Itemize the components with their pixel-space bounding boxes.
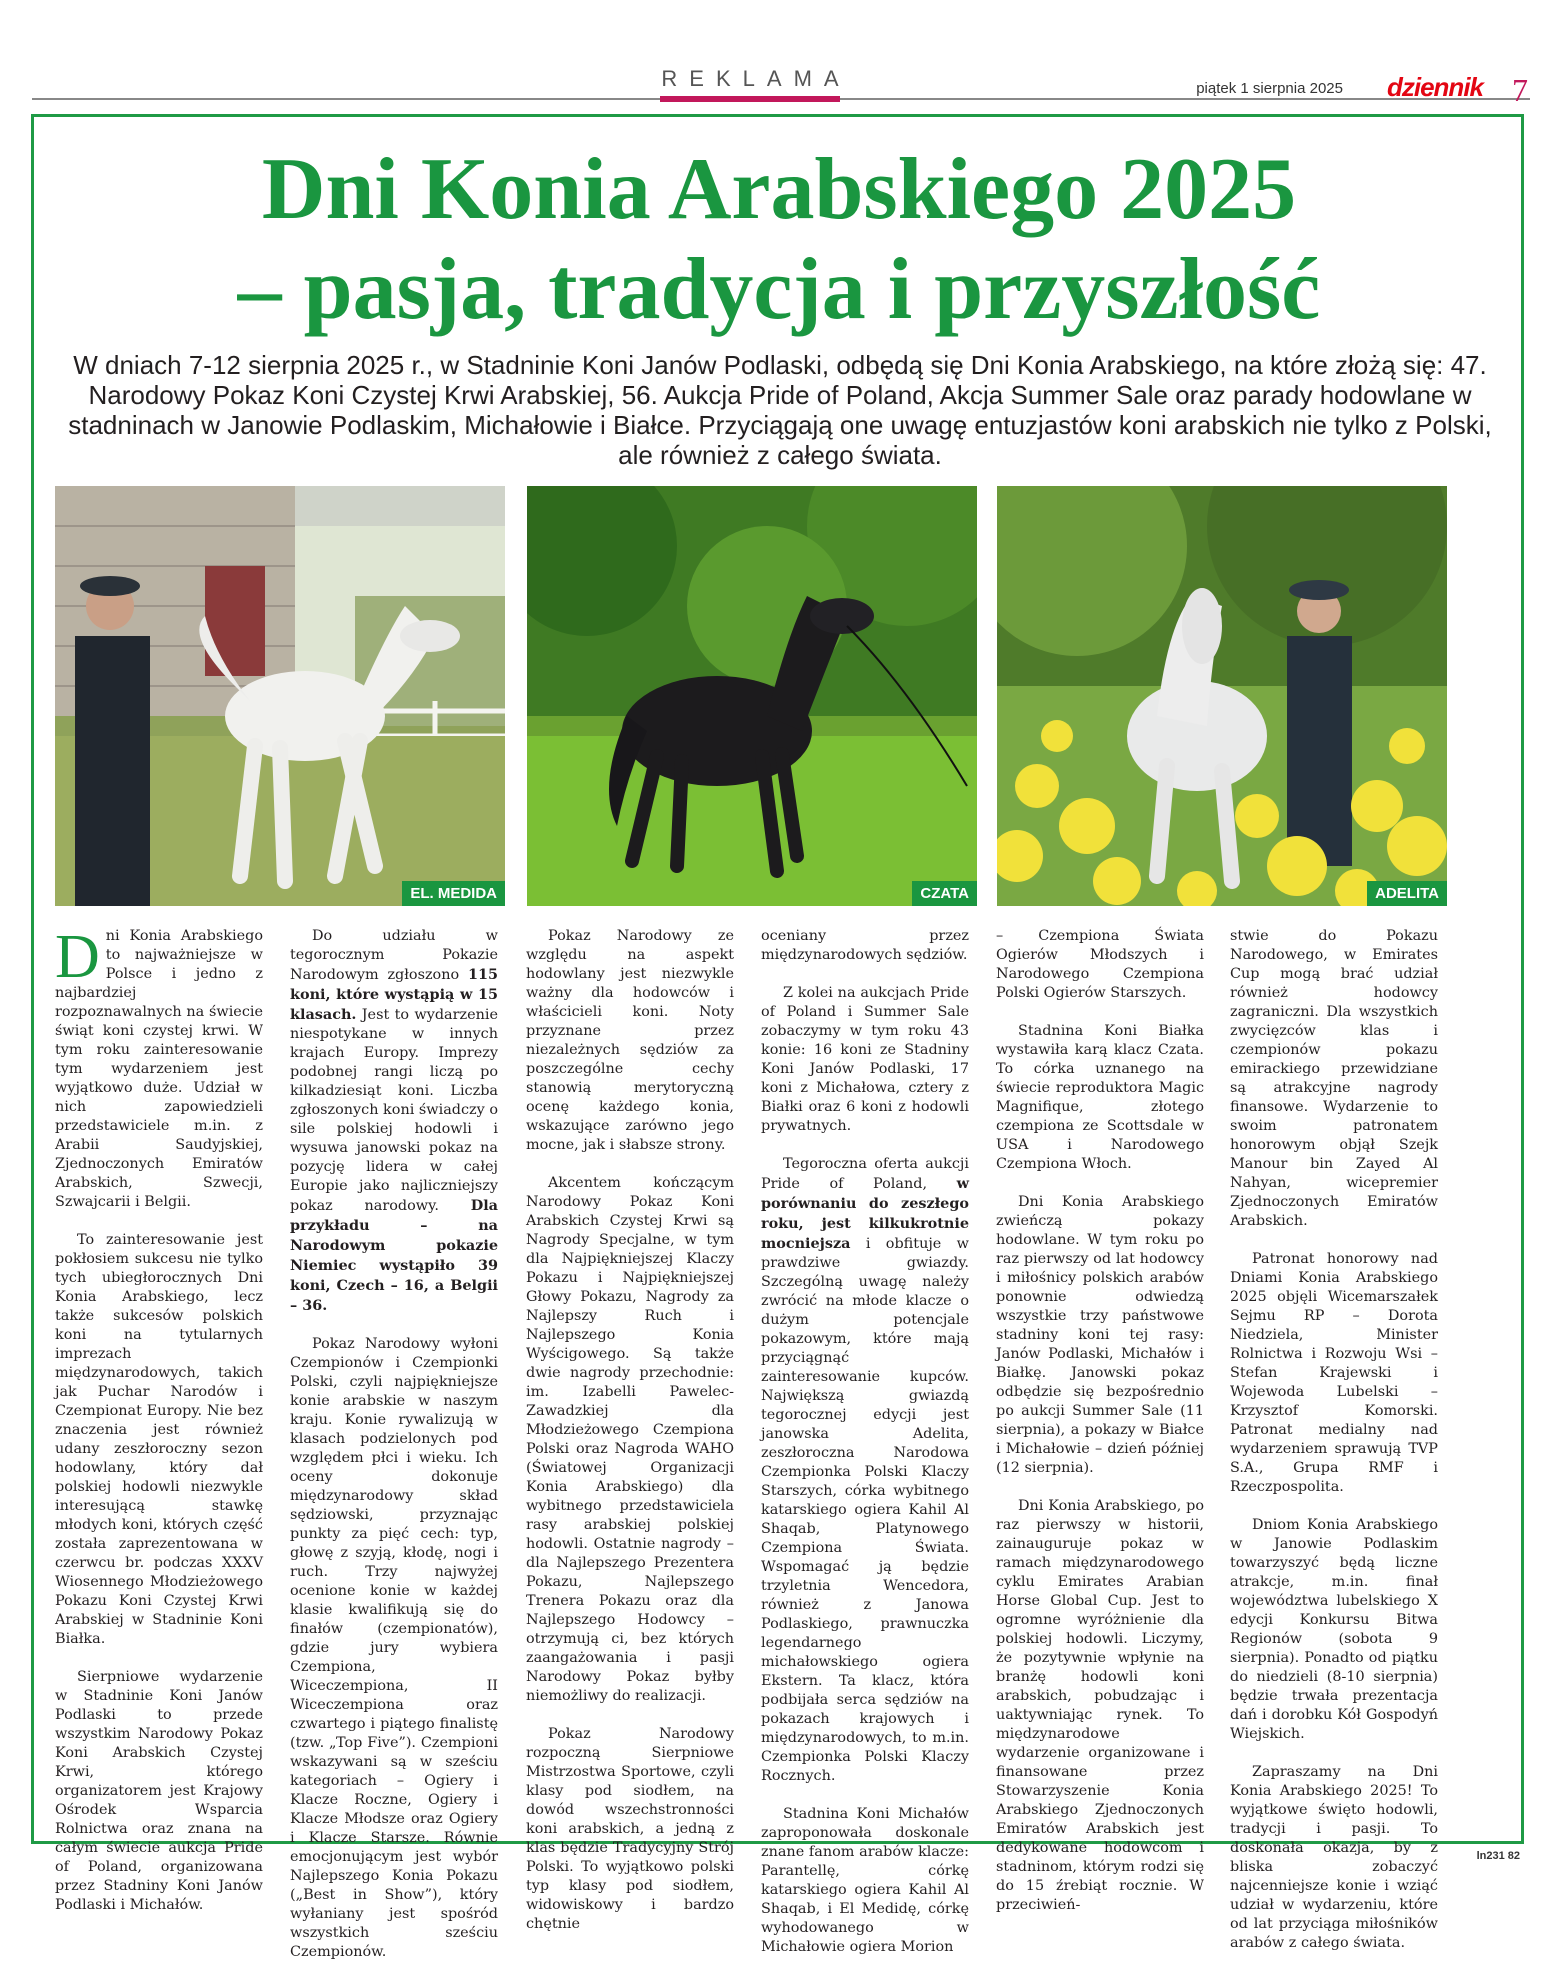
paragraph: Sierpniowe wydarzenie w Stadninie Koni Janów Podlaski to przede wszystkim Narodowy Pokaz Koni Arabskich Czystej Krwi, którego organizatorem jest Krajowy Ośrodek Wsparcia Rolnictwa oraz znana na całym świecie aukcja Pride of Poland, organizowana przez Stadniny Koni Janów Podlaski i Michałów. bbox=[55, 1669, 263, 1913]
issue-date: piątek 1 sierpnia 2025 bbox=[1196, 80, 1343, 97]
text-run: Jest to wydarzenie niespotykane w innych krajach Europy. Imprezy podobnej rangi liczą po kilkadziesiąt koni. Liczba zgłoszonych koni świadczy o sile polskiej hodowli i wysuwa janowski pokaz na pozycję lidera w całej Europie jako najliczniejszy pokaz narodowy. bbox=[290, 1007, 498, 1214]
article-column-6 bbox=[1230, 927, 1438, 1972]
text-run-bold: Dla przykładu – na Narodowym pokazie Niemiec wystąpiło 39 koni, Czech – 16, a Belgii – 36. bbox=[290, 1197, 498, 1314]
paragraph: Dni Konia Arabskiego zwieńczą pokazy hodowlane. W tym roku po raz pierwszy od lat hodowcy i miłośnicy polskich arabów ponownie odwiedzą wszystkie trzy państwowe stadniny koni tej rasy: Janów Podlaski, Michałów i Białkę. Janowski pokaz odbędzie się bezpośrednio po aukcji Summer Sale (11 sierpnia), a pokazy w Białce i Michałowie – dzień później (12 sierpnia). bbox=[996, 1194, 1204, 1476]
article-column-1 bbox=[55, 923, 263, 1934]
paragraph: – Czempiona Świata Ogierów Młodszych i Narodowego Czempiona Polski Ogierów Starszych. bbox=[996, 928, 1204, 1001]
paragraph: Stadnina Koni Białka wystawiła karą klacz Czata. To córka uznanego na świecie reproduktora Magic Magnifique, złotego czempiona ze Scottsdale w USA i Narodowego Czempiona Włoch. bbox=[996, 1023, 1204, 1172]
article-column-2 bbox=[290, 927, 498, 1981]
text-run: Tegoroczna oferta aukcji Pride of Poland, bbox=[761, 1156, 969, 1192]
paragraph: Dni Konia Arabskiego, po raz pierwszy w historii, zainauguruje pokaz w ramach międzynarodowego cyklu Emirates Arabian Horse Global Cup. Jest to ogromne wyróżnienie dla polskiej hodowli. Liczymy, że pozytywnie wpłynie na branżę hodowli koni arabskich, pobudzając i uaktywniając rynek. To międzynarodowe wydarzenie organizowane i finansowane przez Stowarzyszenie Konia Arabskiego Zjednoczonych Emiratów Arabskich jest dedykowane hodowcom i stadninom, którym rodzi się do 15 źrebiąt rocznie. W przeciwień- bbox=[996, 1498, 1204, 1913]
photo-el-medida bbox=[55, 486, 505, 906]
paragraph: oceniany przez międzynarodowych sędziów. bbox=[761, 928, 969, 963]
paragraph: ni Konia Arabskiego to najważniejsze w Polsce i jedno z najbardziej rozpoznawalnych na świecie świąt koni czystej krwi. W tym roku zainteresowanie tym wydarzeniem jest wyjątkowo duże. Udział w nich zapowiedzieli przedstawiciele m.in. z Arabii Saudyjskiej, Zjednoczonych Emiratów Arabskich, Szwecji, Szwajcarii i Belgii. bbox=[55, 928, 263, 1210]
paragraph: stwie do Pokazu Narodowego, w Emirates Cup mogą brać udział również hodowcy zagraniczni. Dla wszystkich zwycięzców klas i czempionów pokazu emirackiego przewidziane są atrakcyjne nagrody finansowe. Wydarzenie to swoim patronatem honorowym objął Szejk Manour bin Zayed Al Nahyan, wicepremier Zjednoczonych Emiratów Arabskich. bbox=[1230, 928, 1438, 1229]
text-run-bold: 115 koni, które wystąpią w 15 klasach. bbox=[290, 966, 498, 1023]
paragraph: Pokaz Narodowy wyłoni Czempionów i Czempionki Polski, czyli najpiękniejsze konie arabskie w naszym kraju. Konie rywalizują w klasach podzielonych pod względem płci i wieku. Ich oceny dokonuje międzynarodowy skład sędziowski, przyznając punkty za pięć cech: typ, głowę z szyją, kłodę, nogi i ruch. Trzy najwyżej ocenione konie w każdej klasie kwalifikują się do finałów (czempionatów), gdzie jury wybiera Czempiona, Wiceczempiona, II Wiceczempiona oraz czwartego i piątego finalistę (tzw. „Top Five”). Czempioni wskazywani są w sześciu kategoriach – Ogiery i Klacze Roczne, Ogiery i Klacze Młodsze oraz Ogiery i Klacze Starsze. Równie emocjonującym jest wybór Najlepszego Konia Pokazu („Best in Show”), który wyłaniany jest spośród wszystkich sześciu Czempionów. bbox=[290, 1336, 498, 1960]
section-label: REKLAMA bbox=[645, 66, 867, 92]
paragraph: Pokaz Narodowy rozpoczną Sierpniowe Mistrzostwa Sportowe, czyli klasy pod siodłem, na dowód wszechstronności koni arabskich, a jedną z klas będzie Tradycyjny Strój Polski. To wyjątkowo polski typ klasy pod siodłem, widowiskowy i bardzo chętnie bbox=[526, 1726, 734, 1932]
paragraph: Z kolei na aukcjach Pride of Poland i Summer Sale zobaczymy w tym roku 43 konie: 16 koni ze Stadniny Koni Janów Podlaski, 17 koni z Michałowa, cztery z Białki oraz 6 koni z hodowli prywatnych. bbox=[761, 985, 969, 1134]
paragraph: Akcentem kończącym Narodowy Pokaz Koni Arabskich Czystej Krwi są Nagrody Specjalne, w tym dla Najpiękniejszej Klaczy Pokazu i Najpiękniejszej Głowy Pokazu, Nagrody za Najlepszy Ruch i Najlepszego Konia Wyścigowego. Są także dwie nagrody przechodnie: im. Izabelli Pawelec-Zawadzkiej dla Młodzieżowego Czempiona Polski oraz Nagroda WAHO (Światowej Organizacji Konia Arabskiego) dla wybitnego przedstawiciela rasy arabskiej polskiej hodowli. Ostatnie nagrody – dla Najlepszego Prezentera Pokazu, Najlepszego Trenera Pokazu oraz dla Najlepszego Hodowcy – otrzymują ci, bez których zaangażowania i pasji Narodowy Pokaz byłby niemożliwy do realizacji. bbox=[526, 1175, 734, 1704]
article-title-line2: – pasja, tradycja i przyszłość bbox=[237, 241, 1321, 338]
brand-logo: dziennik bbox=[1386, 72, 1483, 102]
text-run-bold: w porównaniu do zeszłego roku, jest kilkukrotnie mocniejsza bbox=[761, 1175, 969, 1252]
article-column-5 bbox=[996, 927, 1204, 1934]
paragraph: Pokaz Narodowy ze względu na aspekt hodowlany jest niezwykle ważny dla hodowców i właścicieli koni. Noty przyznane przez niezależnych sędziów za poszczególne cechy stanowią merytoryczną ocenę każdego konia, wskazujące zarówno jego mocne, jak i słabsze strony. bbox=[526, 928, 734, 1153]
horse-photo-illustration bbox=[55, 486, 505, 906]
text-run: i obfituje w prawdziwe gwiazdy. Szczególną uwagę należy zwrócić na młode klacze o dużym potencjale pokazowym, które mają przyciągnąć zainteresowanie kupców. Największą gwiazdą tegorocznej edycji jest janowska Adelita, zeszłoroczna Narodowa Czempionka Polski Klaczy Starszych, córka wybitnego katarskiego ogiera Kahil Al Shaqab, Platynowego Czempiona Świata. Wspomagać ją będzie trzyletnia Wencedora, również z Janowa Podlaskiego, prawnuczka legendarnego michałowskiego ogiera Ekstern. Ta klacz, która podbijała serca sędziów na pokazach krajowych i międzynarodowych, to m.in. Czempionka Polski Klaczy Rocznych. bbox=[761, 1236, 969, 1784]
page-number: 7 bbox=[1512, 72, 1528, 108]
article-lead: W dniach 7-12 sierpnia 2025 r., w Stadninie Koni Janów Podlaski, odbędą się Dni Konia Arabskiego, na które złożą się: 47. Narodowy Pokaz Koni Czystej Krwi Arabskiej, 56. Aukcja Pride of Poland, Akcja Summer Sale oraz parady hodowlane w stadninach w Janowie Podlaskim, Michałowie i Białce. Przyciągają one uwagę entuzjastów koni arabskich nie tylko z Polski, ale również z całego świata. bbox=[68, 350, 1492, 470]
ad-code: ln231 82 bbox=[1476, 1850, 1520, 1862]
paragraph: Zapraszamy na Dni Konia Arabskiego 2025! To wyjątkowe święto hodowli, tradycji i pasji. To doskonała okazja, by z bliska zobaczyć najcenniejsze konie i wziąć udział w wydarzeniu, które od lat przyciąga miłośników arabów z całego świata. bbox=[1230, 1764, 1438, 1951]
photo-adelita bbox=[997, 486, 1447, 906]
article-column-3 bbox=[526, 927, 734, 1953]
article-title-line1: Dni Konia Arabskiego 2025 bbox=[261, 141, 1297, 238]
article-column-4 bbox=[761, 927, 969, 1976]
paragraph: Dniom Konia Arabskiego w Janowie Podlaskim towarzyszyć będą liczne atrakcje, m.in. finał województwa lubelskiego X edycji Konkursu Bitwa Regionów (sobota 9 sierpnia). Ponadto od piątku do niedzieli (8-10 sierpnia) będzie trwała prezentacja dań i dorobku Kół Gospodyń Wiejskich. bbox=[1230, 1517, 1438, 1742]
horse-photo-illustration bbox=[527, 486, 977, 906]
photo-czata bbox=[527, 486, 977, 906]
photo-caption: ADELITA bbox=[1367, 881, 1447, 906]
photo-caption: EL. MEDIDA bbox=[402, 881, 505, 906]
paragraph: Patronat honorowy nad Dniami Konia Arabskiego 2025 objęli Wicemarszałek Sejmu RP – Dorota Niedziela, Minister Rolnictwa i Rozwoju Wsi – Stefan Krajewski i Wojewoda Lubelski – Krzysztof Komorski. Patronat medialny nad wydarzeniem sprawują TVP S.A., Grupa RMF i Rzeczpospolita. bbox=[1230, 1251, 1438, 1495]
photo-caption: CZATA bbox=[912, 881, 977, 906]
paragraph: To zainteresowanie jest pokłosiem sukcesu nie tylko tych ubiegłorocznych Dni Konia Arabskiego, lecz także sukcesów polskich koni na tytularnych imprezach międzynarodowych, takich jak Puchar Narodów i Czempionat Europy. Nie bez znaczenia jest również udany zeszłoroczny sezon hodowlany, który dał polskiej hodowli niezwykle interesującą stawkę młodych koni, których część została zaprezentowana w czerwcu br. podczas XXXV Wiosennego Młodzieżowego Pokazu Koni Czystej Krwi Arabskiej w Stadninie Koni Białka. bbox=[55, 1232, 263, 1647]
drop-cap: D bbox=[55, 923, 100, 991]
text-run: Do udziału w tegorocznym Pokazie Narodowym zgłoszono bbox=[290, 928, 498, 983]
paragraph: Stadnina Koni Michałów zaproponowała doskonale znane fanom arabów klacze: Parantellę, córkę katarskiego ogiera Kahil Al Shaqab, i El Medidę, córkę wyhodowanego w Michałowie ogiera Morion bbox=[761, 1806, 969, 1955]
section-underline bbox=[660, 96, 840, 102]
horse-photo-illustration bbox=[997, 486, 1447, 906]
